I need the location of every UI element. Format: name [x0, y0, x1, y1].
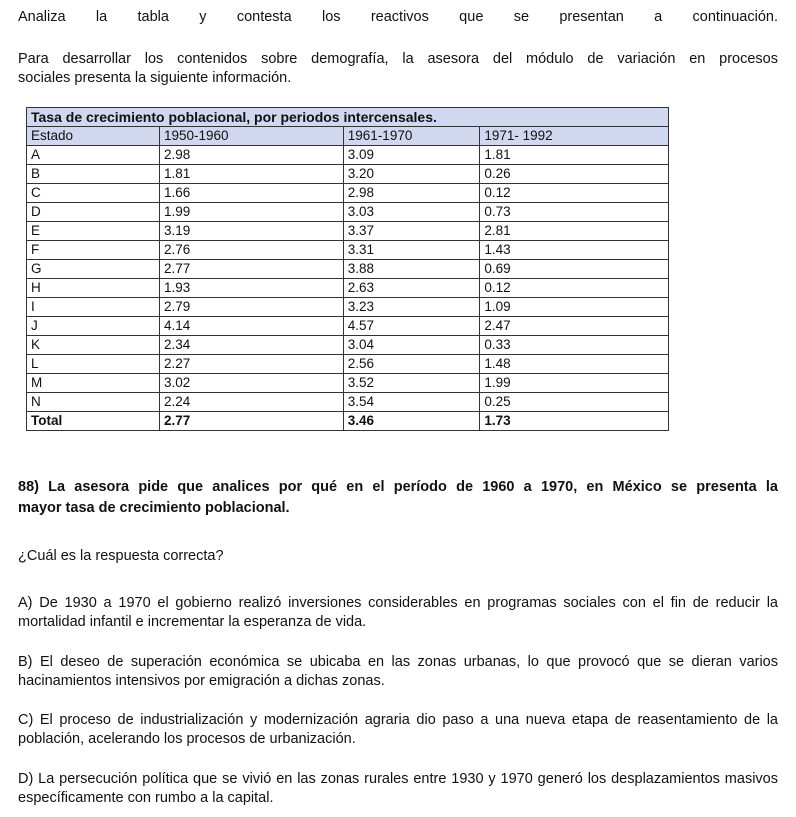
table-cell: 3.03	[343, 203, 480, 222]
table-cell: G	[27, 260, 160, 279]
table-cell: 4.14	[159, 317, 343, 336]
question-text-line1: 88) La asesora pide que analices por qué en el período de 1960 a 1970, en México se presenta la	[18, 479, 778, 495]
table-cell: E	[27, 222, 160, 241]
answer-prompt: ¿Cuál es la respuesta correcta?	[18, 548, 224, 564]
table-cell: F	[27, 241, 160, 260]
table-cell: 1.48	[480, 355, 669, 374]
table-cell: 3.23	[343, 298, 480, 317]
table-cell: 3.37	[343, 222, 480, 241]
table-cell: 3.54	[343, 393, 480, 412]
table-cell: 3.88	[343, 260, 480, 279]
intro-text-line1: Para desarrollar los contenidos sobre demografía, la asesora del módulo de variación en procesos	[18, 51, 778, 67]
table-cell: 1.81	[480, 146, 669, 165]
table-cell: 2.81	[480, 222, 669, 241]
table-cell: J	[27, 317, 160, 336]
table-cell: 1.09	[480, 298, 669, 317]
table-row	[27, 146, 669, 165]
table-row	[27, 355, 669, 374]
option-c: C) El proceso de industrialización y modernización agraria dio paso a una nueva etapa de reasentamiento de la población, acelerando los procesos de urbanización.	[18, 712, 778, 747]
table-cell: 3.31	[343, 241, 480, 260]
table-cell: A	[27, 146, 160, 165]
table-row	[27, 317, 669, 336]
table-row	[27, 241, 669, 260]
table-cell: 2.47	[480, 317, 669, 336]
table-cell: C	[27, 184, 160, 203]
table-cell: 3.19	[159, 222, 343, 241]
table-cell: 0.33	[480, 336, 669, 355]
table-cell: 3.04	[343, 336, 480, 355]
table-cell: 2.34	[159, 336, 343, 355]
table-cell: 1.93	[159, 279, 343, 298]
table-cell: 0.12	[480, 279, 669, 298]
table-cell: 1.99	[480, 374, 669, 393]
table-cell: Total	[27, 412, 160, 431]
table-cell: 2.98	[343, 184, 480, 203]
table-row	[27, 165, 669, 184]
table-cell: 2.98	[159, 146, 343, 165]
table-cell: I	[27, 298, 160, 317]
table-cell: H	[27, 279, 160, 298]
table-row	[27, 203, 669, 222]
table-cell: 0.69	[480, 260, 669, 279]
table-cell: 2.76	[159, 241, 343, 260]
table-cell: D	[27, 203, 160, 222]
table-row	[27, 222, 669, 241]
table-cell: 2.77	[159, 412, 343, 431]
table-cell: M	[27, 374, 160, 393]
table-row	[27, 374, 669, 393]
question-text-line2: mayor tasa de crecimiento poblacional.	[18, 500, 290, 516]
header-cell: 1961-1970	[343, 127, 480, 146]
option-b: B) El deseo de superación económica se ubicaba en las zonas urbanas, lo que provocó que se dieran varios hacinamientos intensivos por emigración a dichas zonas.	[18, 654, 778, 689]
table-cell: 3.52	[343, 374, 480, 393]
table-row	[27, 279, 669, 298]
table-row	[27, 393, 669, 412]
table-cell: 2.77	[159, 260, 343, 279]
table-cell: L	[27, 355, 160, 374]
population-growth-table	[26, 107, 669, 431]
instructions-text: Analiza la tabla y contesta los reactivos que se presentan a continuación.	[18, 9, 778, 25]
table-cell: 3.09	[343, 146, 480, 165]
table-cell: 0.25	[480, 393, 669, 412]
table-cell: 0.12	[480, 184, 669, 203]
table-total-row	[27, 412, 669, 431]
table-cell: K	[27, 336, 160, 355]
table-cell: 2.27	[159, 355, 343, 374]
table-cell: 1.66	[159, 184, 343, 203]
table-cell: 2.24	[159, 393, 343, 412]
table-cell: 4.57	[343, 317, 480, 336]
table-cell: 3.46	[343, 412, 480, 431]
table-row	[27, 184, 669, 203]
header-cell: 1950-1960	[159, 127, 343, 146]
table-cell: N	[27, 393, 160, 412]
option-a: A) De 1930 a 1970 el gobierno realizó inversiones considerables en programas sociales con el fin de reducir la mortalidad infantil e incrementar la esperanza de vida.	[18, 595, 778, 630]
table-cell: 1.99	[159, 203, 343, 222]
table-title: Tasa de crecimiento poblacional, por periodos intercensales.	[27, 108, 669, 127]
table-cell: 0.73	[480, 203, 669, 222]
table-cell: 3.20	[343, 165, 480, 184]
table-cell: B	[27, 165, 160, 184]
option-d: D) La persecución política que se vivió en las zonas rurales entre 1930 y 1970 generó los desplazamientos masivos específicamente con rumbo a la capital.	[18, 771, 778, 806]
header-cell: 1971- 1992	[480, 127, 669, 146]
table-row	[27, 260, 669, 279]
table-header-row	[27, 127, 669, 146]
table-cell: 2.56	[343, 355, 480, 374]
table-cell: 1.73	[480, 412, 669, 431]
table-cell: 1.81	[159, 165, 343, 184]
table-cell: 2.79	[159, 298, 343, 317]
table-cell: 3.02	[159, 374, 343, 393]
table-cell: 1.43	[480, 241, 669, 260]
table-row	[27, 298, 669, 317]
intro-text-line2: sociales presenta la siguiente información.	[18, 70, 292, 86]
table-row	[27, 336, 669, 355]
table-cell: 0.26	[480, 165, 669, 184]
table-cell: 2.63	[343, 279, 480, 298]
header-cell: Estado	[27, 127, 160, 146]
